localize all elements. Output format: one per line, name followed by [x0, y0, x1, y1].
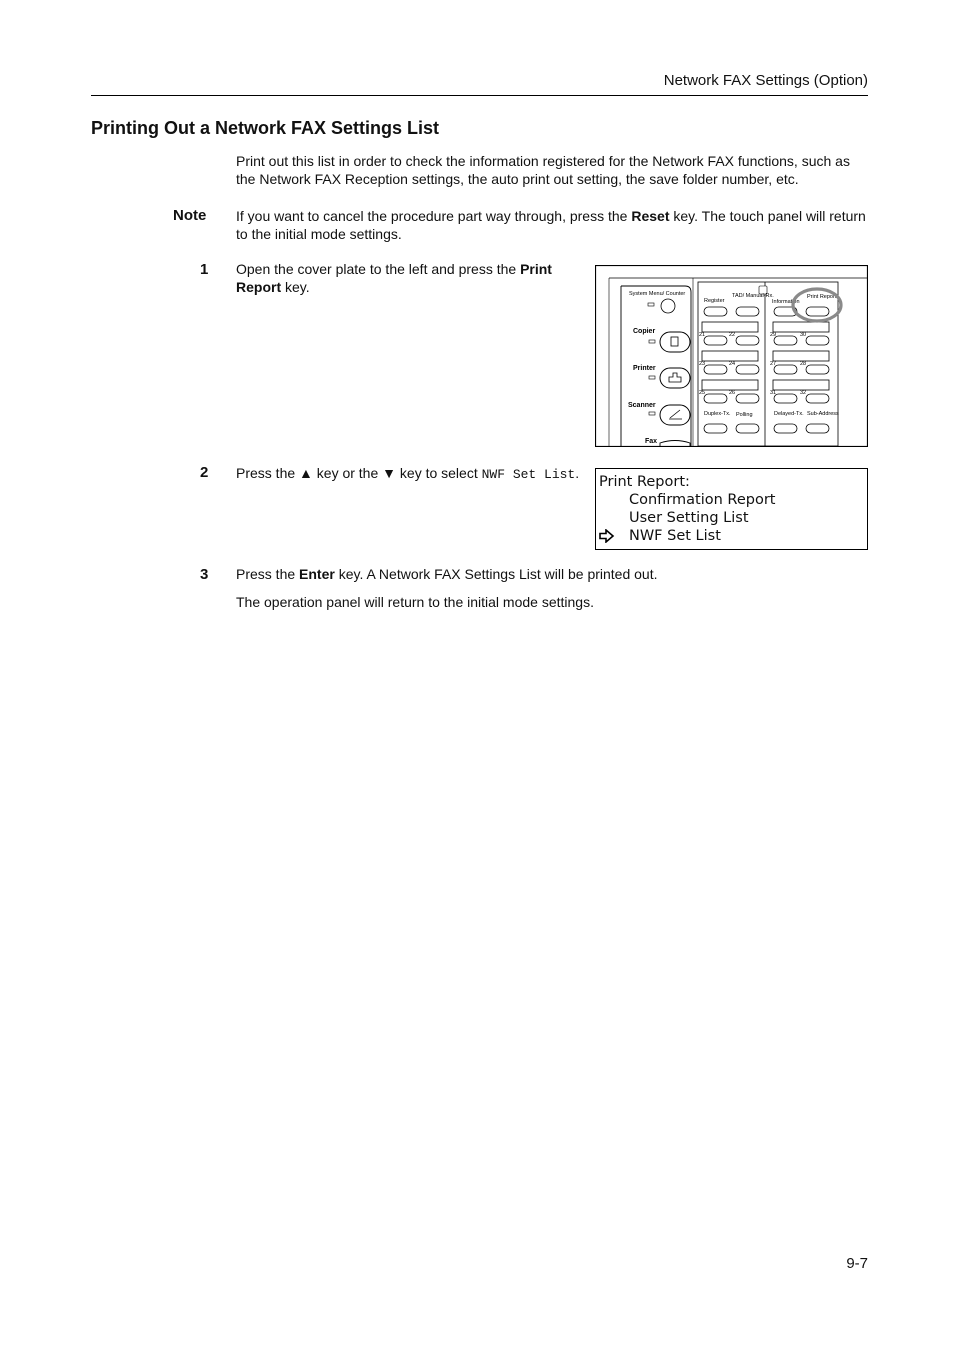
- key-label-information: Information: [772, 299, 800, 305]
- note-label: Note: [173, 207, 207, 224]
- svg-text:25: 25: [699, 390, 706, 396]
- lcd-item-user-setting-list[interactable]: User Setting List: [629, 510, 749, 526]
- down-arrow-icon: ▼: [382, 465, 397, 481]
- intro-paragraph: Print out this list in order to check the information registered for the Network FAX functions, such as the Network FAX Reception settings, the auto print out setting, the save folder number, etc.: [236, 153, 850, 187]
- step-1-number: 1: [200, 261, 209, 278]
- lcd-item-nwf-set-list[interactable]: NWF Set List: [629, 528, 721, 544]
- step-2-number: 2: [200, 464, 209, 481]
- key-label-register: Register: [704, 298, 725, 304]
- svg-text:26: 26: [729, 390, 736, 396]
- up-arrow-icon: ▲: [299, 465, 313, 481]
- svg-text:21: 21: [699, 332, 706, 338]
- mode-label-copier: Copier: [633, 328, 656, 335]
- section-title: Printing Out a Network FAX Settings List: [91, 118, 440, 138]
- key-label-sub-address: Sub-Address: [807, 411, 839, 417]
- mode-label-fax: Fax: [645, 438, 658, 445]
- page-number: 9-7: [846, 1255, 868, 1272]
- step-3-number: 3: [200, 566, 209, 583]
- nwf-set-list-code: NWF Set List: [481, 467, 576, 482]
- svg-text:30: 30: [800, 332, 807, 338]
- key-label-delayed: Delayed-Tx.: [774, 411, 804, 417]
- lcd-item-confirmation-report[interactable]: Confirmation Report: [629, 492, 776, 508]
- mode-label-system-menu: System Menu/ Counter: [629, 291, 686, 297]
- svg-text:29: 29: [770, 332, 777, 338]
- step-3-followup: The operation panel will return to the initial mode settings.: [236, 594, 594, 610]
- right-arrow-icon: [599, 529, 615, 548]
- key-label-polling: Polling: [736, 412, 753, 418]
- system-menu-key: [661, 299, 675, 313]
- svg-text:31: 31: [770, 390, 777, 396]
- lcd-title: Print Report:: [599, 474, 690, 490]
- svg-text:28: 28: [800, 361, 807, 367]
- key-label-duplex: Duplex-Tx.: [704, 411, 731, 417]
- header-divider: [91, 95, 868, 96]
- svg-text:22: 22: [729, 332, 736, 338]
- svg-text:27: 27: [770, 361, 777, 367]
- reset-key-name: Reset: [631, 208, 670, 224]
- svg-text:24: 24: [729, 361, 736, 367]
- svg-text:32: 32: [800, 390, 807, 396]
- lcd-display: [595, 468, 868, 550]
- print-report-key-name: Print Report: [236, 261, 552, 295]
- key-label-tad: TAD/ Manual-Rx.: [732, 293, 774, 299]
- step-1-text: Open the cover plate to the left and press the Print Report key.: [236, 261, 552, 295]
- enter-key-name: Enter: [299, 566, 335, 582]
- mode-label-printer: Printer: [633, 365, 656, 372]
- operation-panel-illustration: [595, 265, 868, 447]
- print-report-key: [806, 307, 829, 316]
- step-2-text: Press the ▲ key or the ▼ key to select NWF Set List.: [236, 465, 580, 482]
- svg-text:23: 23: [699, 361, 706, 367]
- header-title: Network FAX Settings (Option): [663, 72, 868, 89]
- step-3-text: Press the Enter key. A Network FAX Settings List will be printed out.: [236, 566, 658, 582]
- note-text: If you want to cancel the procedure part way through, press the Reset key. The touch panel will return to the initial mode settings.: [236, 208, 866, 242]
- key-label-print-report: Print Report: [807, 294, 837, 300]
- mode-label-scanner: Scanner: [628, 402, 656, 409]
